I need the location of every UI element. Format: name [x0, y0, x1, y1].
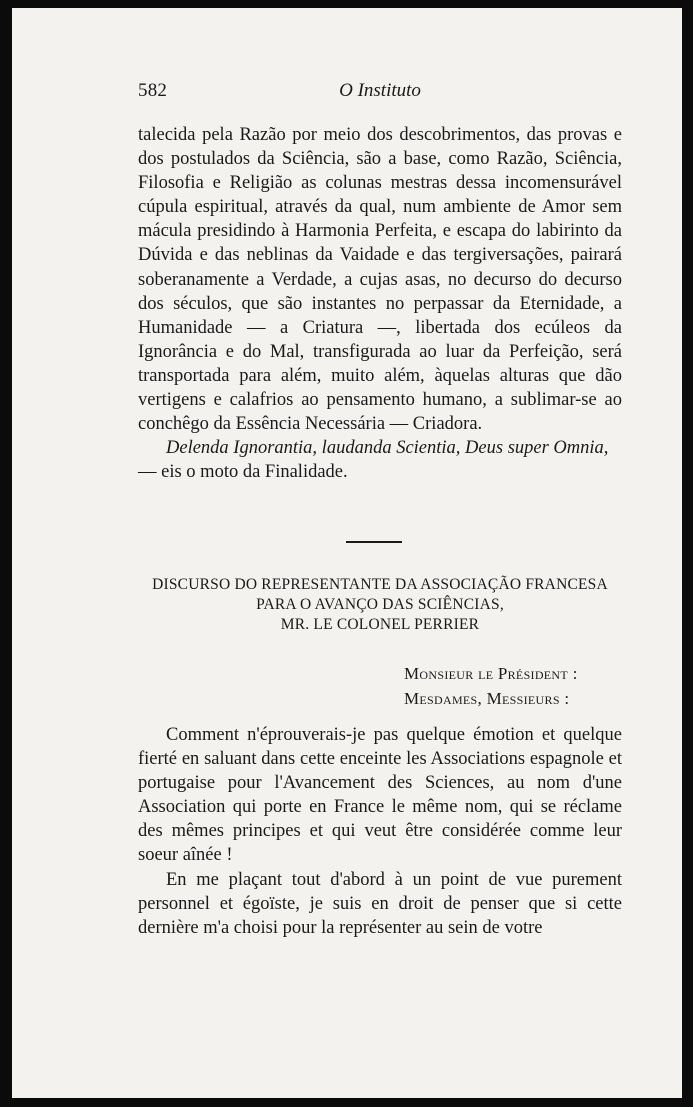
speech-heading — [130, 575, 630, 635]
salutation — [404, 661, 644, 711]
section-divider — [346, 541, 402, 543]
speech-heading-line-2: PARA O AVANÇO DAS SCIÊNCIAS, — [256, 596, 504, 613]
motto-line — [138, 436, 622, 460]
running-head — [138, 80, 622, 106]
book-page — [12, 8, 682, 1098]
portuguese-text — [138, 123, 622, 484]
journal-title: O Instituto — [339, 80, 421, 101]
french-paragraph-1: Comment n'éprouverais-je pas quelque émotion et quelque fierté en saluant dans cette enceinte les Associations espagnole et portugaise pour l'Avancement des Sciences, au nom d'une Association qui porte en France le même nom, qui se réclame des mêmes principes et qui veut être considérée comme leur soeur aînée ! — [138, 725, 622, 866]
french-text — [138, 723, 622, 940]
french-paragraph-2: En me plaçant tout d'abord à un point de vue purement personnel et égoïste, je suis en droit de penser que si cette dernière m'a choisi pour la représenter au sein de votre — [138, 869, 622, 938]
page-number: 582 — [138, 80, 168, 101]
motto-tail: — eis o moto da Finalidade. — [138, 462, 348, 483]
speech-heading-line-1: DISCURSO DO REPRESENTANTE DA ASSOCIAÇÃO FRANCESA — [152, 576, 608, 593]
speech-heading-line-3: MR. LE COLONEL PERRIER — [280, 616, 480, 633]
paragraph-continuation: talecida pela Razão por meio dos descobrimentos, das provas e dos postulados da Sciência, são a base, como Razão, Sciência, Filosofia e Religião as colunas mestras dessa incomensurável cúpula espiritual, através da qual, num ambiente de Amor sem mácula presidindo à Harmonia Perfeita, e escapa do labirinto da Dúvida e das neblinas da Vaidade e das tergiversações, pairará soberanamente a Verdade, a cujas asas, no decurso do decurso dos séculos, que são instantes no perpassar da Eternidade, a Humanidade — a Criatura —, libertada dos ecúleos da Ignorância e do Mal, transfigurada ao luar da Perfeição, será transportada para além, muito além, àquelas alturas que dão vertigens e calafrios ao pensamento humano, a sublimar-se ao conchêgo da Essência Necessária — Criadora. — [138, 125, 622, 435]
salutation-line-2: Mesdames, Messieurs : — [404, 689, 570, 708]
salutation-line-1: Monsieur le Président : — [404, 664, 578, 683]
latin-motto: Delenda Ignorantia, laudanda Scientia, Deus super Omnia, — [166, 438, 609, 459]
